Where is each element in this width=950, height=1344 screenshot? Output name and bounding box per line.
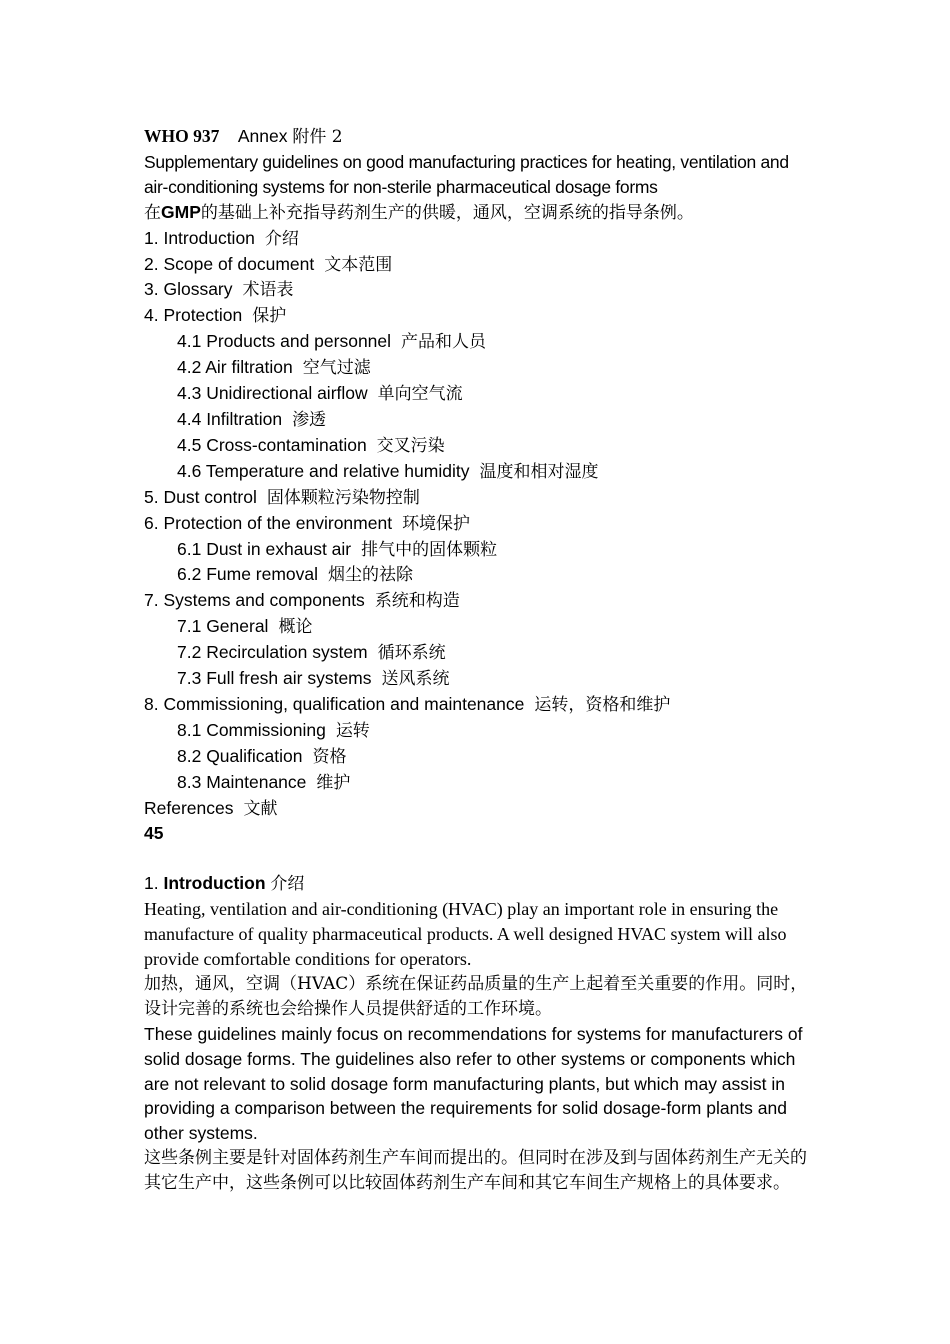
toc-subitem	[144, 329, 814, 355]
toc-item-en: 1. Introduction	[144, 227, 255, 248]
toc-item-en: 8.3 Maintenance	[177, 771, 307, 792]
toc-item	[144, 485, 814, 511]
subtitle-gmp: GMP	[161, 201, 201, 222]
toc-item-cn: 文献	[243, 798, 278, 819]
scope-paragraph-en: These guidelines mainly focus on recommendations for systems for manufacturers of solid dosage forms. The guidelines also refer to other systems or components which are not relevant to solid dosage form manufacturing plants, but which may assist in providing a comparison between the requirements for solid dosage-form plants and other systems.	[144, 1023, 803, 1144]
toc-item-en: 3. Glossary	[144, 279, 233, 300]
intro-paragraph-cn: 加热，通风，空调（HVAC）系统在保证药品质量的生产上起着至关重要的作用。同时，设计完善的系统也会给操作人员提供舒适的工作环境。	[144, 973, 808, 1019]
section-number: 1.	[144, 873, 159, 894]
toc-item-cn: 送风系统	[381, 669, 450, 690]
toc-item-en: 8.1 Commissioning	[177, 719, 326, 740]
toc-item-cn: 交叉污染	[376, 435, 445, 456]
toc-subitem	[144, 614, 814, 640]
toc-subitem	[144, 744, 814, 770]
toc-item-en: 6. Protection of the environment	[144, 512, 393, 533]
toc-item-en: 7.3 Full fresh air systems	[177, 668, 372, 689]
toc-item-en: 4.5 Cross-contamination	[177, 434, 367, 455]
toc-item-cn: 温度和相对湿度	[479, 461, 599, 482]
annex-header	[144, 124, 814, 150]
toc-item-en: 7.1 General	[177, 616, 269, 637]
toc-item	[144, 277, 814, 303]
toc-item-en: References	[144, 797, 234, 818]
toc-subitem	[144, 562, 814, 588]
intro-paragraph-en: Heating, ventilation and air-conditioning (HVAC) play an important role in ensuring the manufacture of quality pharmaceutical products. A well designed HVAC system will also provide comfortable conditions for operators.	[144, 899, 787, 969]
toc-item-en: 2. Scope of document	[144, 253, 315, 274]
toc-item-en: 7.2 Recirculation system	[177, 642, 368, 663]
toc-item-en: 5. Dust control	[144, 486, 257, 507]
toc-item	[144, 796, 814, 822]
toc-item	[144, 252, 814, 278]
toc-item-cn: 概论	[278, 617, 313, 638]
annex-label-cn: 附件 2	[292, 127, 343, 147]
toc-item	[144, 303, 814, 329]
toc-item-en: 6.2 Fume removal	[177, 564, 319, 585]
document-page	[144, 124, 814, 1196]
document-title: Supplementary guidelines on good manufacturing practices for heating, ventilation and air-conditioning systems for non-sterile pharmaceutical dosage forms	[144, 151, 789, 197]
toc-subitem	[144, 718, 814, 744]
toc-item-cn: 资格	[312, 746, 347, 767]
spacer	[144, 846, 814, 871]
who-label: WHO 937	[144, 126, 220, 146]
toc-item-cn: 系统和构造	[374, 591, 460, 612]
toc-item-cn: 渗透	[292, 409, 327, 430]
toc-item	[144, 511, 814, 537]
toc-item-cn: 保护	[252, 306, 287, 327]
toc-item-en: 4.4 Infiltration	[177, 408, 283, 429]
toc-item-cn: 排气中的固体颗粒	[361, 539, 498, 560]
toc-subitem	[144, 381, 814, 407]
toc-subitem	[144, 407, 814, 433]
toc-subitem	[144, 640, 814, 666]
subtitle-prefix: 在	[144, 202, 161, 223]
document-subtitle-cn	[144, 200, 814, 226]
annex-label: Annex	[237, 126, 288, 146]
toc-item-cn: 环境保护	[402, 513, 471, 534]
subtitle-rest: 的基础上补充指导药剂生产的供暖，通风，空调系统的指导条例。	[200, 202, 694, 223]
toc-item-en: 4.2 Air filtration	[177, 357, 293, 378]
section-heading	[144, 871, 814, 897]
toc-item	[144, 588, 814, 614]
section-title: Introduction	[163, 873, 266, 894]
toc-item-cn: 术语表	[242, 280, 294, 301]
toc-item	[144, 692, 814, 718]
toc-subitem	[144, 459, 814, 485]
toc-item-en: 7. Systems and components	[144, 590, 365, 611]
toc-item-cn: 固体颗粒污染物控制	[266, 487, 420, 508]
toc-item-cn: 运转	[335, 720, 370, 741]
toc-item-cn: 运转，资格和维护	[534, 694, 671, 715]
toc-item-cn: 空气过滤	[302, 358, 371, 379]
toc-subitem	[144, 666, 814, 692]
toc-item-cn: 文本范围	[324, 254, 393, 275]
toc-subitem	[144, 355, 814, 381]
toc-item-en: 6.1 Dust in exhaust air	[177, 538, 352, 559]
table-of-contents	[144, 226, 814, 822]
toc-subitem	[144, 770, 814, 796]
toc-item-cn: 单向空气流	[377, 384, 463, 405]
toc-item-en: 8. Commissioning, qualification and maintenance	[144, 693, 525, 714]
scope-paragraph-cn: 这些条例主要是针对固体药剂生产车间而提出的。但同时在涉及到与固体药剂生产无关的其它生产中，这些条例可以比较固体药剂生产车间和其它车间生产规格上的具体要求。	[144, 1148, 807, 1194]
toc-item-cn: 循环系统	[377, 643, 446, 664]
section-title-cn: 介绍	[270, 874, 305, 895]
toc-subitem	[144, 433, 814, 459]
toc-item-en: 4.3 Unidirectional airflow	[177, 383, 368, 404]
toc-item-cn: 维护	[316, 772, 351, 793]
page-number: 45	[144, 823, 164, 844]
toc-item-cn: 介绍	[264, 228, 299, 249]
toc-item-en: 8.2 Qualification	[177, 745, 303, 766]
toc-item-en: 4.1 Products and personnel	[177, 331, 392, 352]
toc-subitem	[144, 537, 814, 563]
toc-item-en: 4. Protection	[144, 305, 243, 326]
toc-item-en: 4.6 Temperature and relative humidity	[177, 460, 470, 481]
toc-item	[144, 226, 814, 252]
toc-item-cn: 产品和人员	[401, 332, 487, 353]
toc-item-cn: 烟尘的祛除	[328, 565, 414, 586]
